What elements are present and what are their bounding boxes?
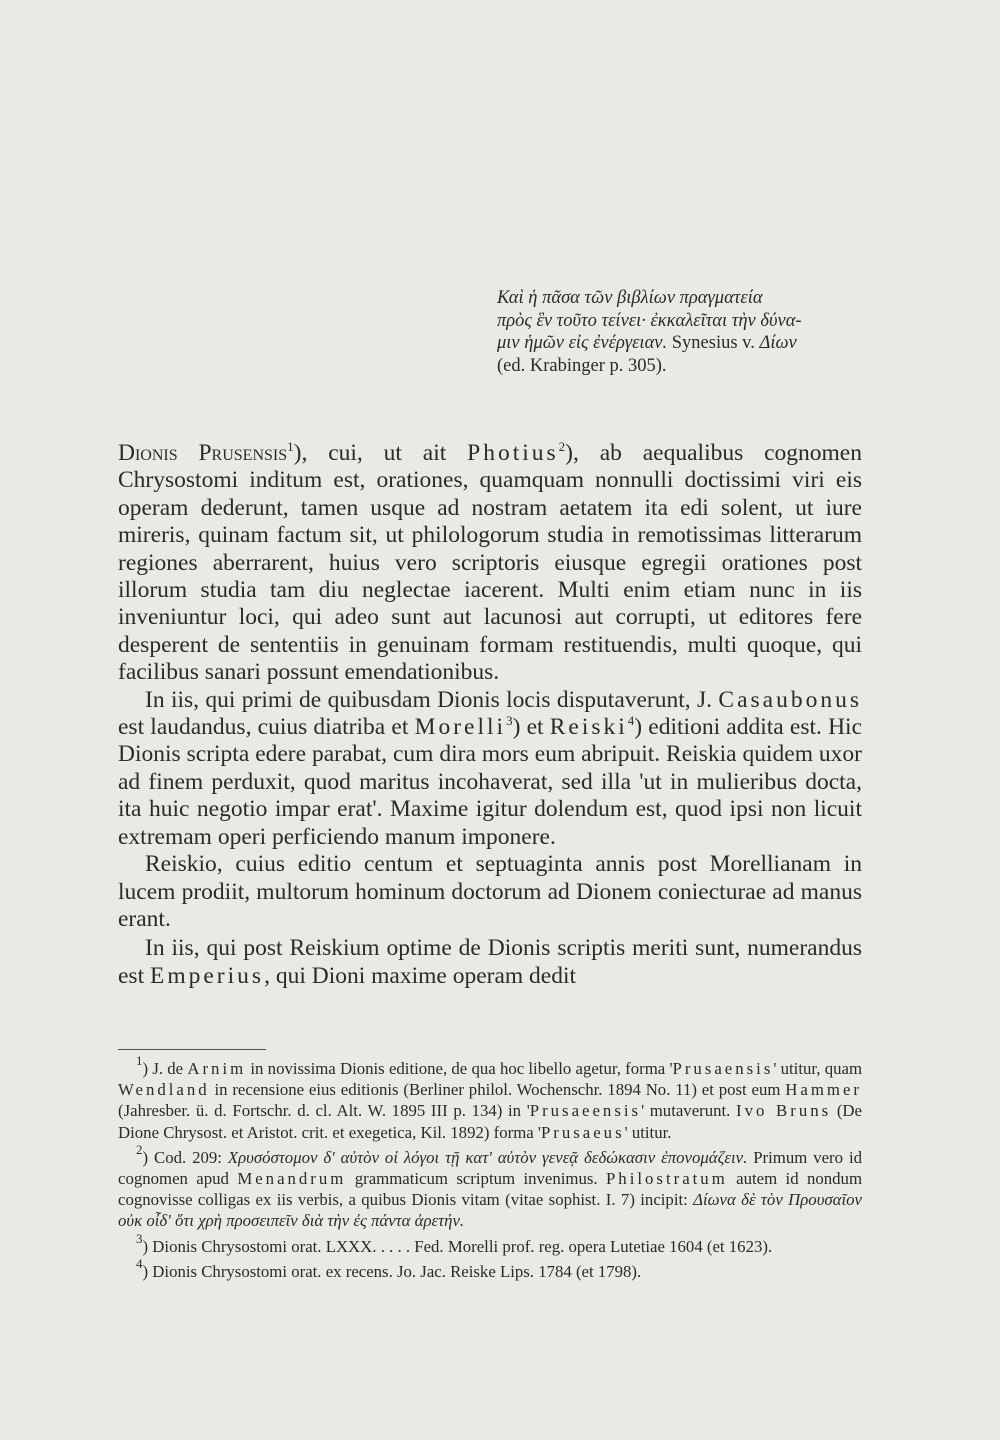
text-run: ) Dionis Chrysostomi orat. ex recens. Jo. Jac. Reiske Lips. 1784 (et 1798). <box>142 1261 642 1281</box>
text-run: ) Cod. 209: <box>142 1147 228 1167</box>
text-run: autem id nondum cognovisse colligas ex iis verbis, a quibus Dionis vitam (vitae sophist. I. 7) incipit: <box>118 1169 862 1210</box>
spaced-name: Prusaeensis <box>529 1101 642 1121</box>
spaced-name: Menandrum <box>237 1169 347 1189</box>
greek-quote: Χρυσόστομον δ' αὐτὸν οἱ λόγοι τῇ κατ' αὐτὸν γενεᾷ δεδώκασιν ἐπονομάζειν. <box>227 1147 748 1167</box>
spaced-name: Ivo Bruns <box>736 1101 832 1121</box>
epigraph-greek-line: Καὶ ἡ πᾶσα τῶν βιβλίων πραγματεία <box>497 288 763 308</box>
epigraph-greek-line: μιν ἡμῶν εἰς ἐνέργειαν. <box>497 333 668 353</box>
text-run: In iis, qui post Reiskium optime de Dionis scriptis meriti sunt, numerandus est <box>118 935 862 989</box>
epigraph-edition: (ed. Krabinger p. 305). <box>497 355 667 376</box>
text-run: grammaticum scriptum invenimus. <box>346 1169 606 1189</box>
text-run: ) Dionis Chrysostomi orat. LXXX. . . . . Fed. Morelli prof. reg. opera Lutetiae 1604 (et 1623). <box>142 1236 773 1256</box>
spaced-name: Wendland <box>118 1080 210 1100</box>
footnote-number: 4 <box>136 1255 143 1271</box>
text-run: ) et <box>512 714 550 741</box>
footnote <box>118 1255 862 1282</box>
footnote-rule <box>118 1049 266 1050</box>
paragraph <box>118 440 862 687</box>
author-name: Dionis Prusensis <box>118 440 288 466</box>
footnote-number: 1 <box>136 1053 143 1068</box>
text-run: ), cui, ut ait <box>293 440 468 466</box>
text-run: ' mutaverunt. <box>641 1101 737 1121</box>
greek-quote: Δίωνα δὲ τὸν Προυσαῖον οὐκ οἶδ' ὅτι χρὴ προσειπεῖν διὰ τὴν ἐς πάντα ἀρετήν. <box>118 1190 862 1231</box>
footnotes <box>118 1053 862 1286</box>
spaced-name: Photius <box>467 440 559 466</box>
footnote-marker: 1 <box>287 439 294 454</box>
footnote-number: 2 <box>136 1141 143 1157</box>
paragraph <box>118 687 862 851</box>
text-run: in recensione eius editionis (Berliner philol. Wochenschr. 1894 No. 11) et post eum <box>209 1080 786 1100</box>
paragraph: Reiskio, cuius editio centum et septuaginta annis post Morellianam in lucem prodiit, multorum hominum doctorum ad Dionem coniecturae ad manus erant. <box>118 851 862 932</box>
main-text <box>118 440 862 990</box>
text-run: ' utitur, quam <box>773 1059 862 1078</box>
epigraph-source: Synesius v. <box>671 333 755 353</box>
text-run: (De Dione Chrysost. et Aristot. crit. et exegetica, Kil. 1892) forma ' <box>118 1101 862 1142</box>
footnote <box>118 1230 862 1257</box>
footnote-marker: 2 <box>558 439 566 454</box>
spaced-name: Arnim <box>187 1059 247 1078</box>
footnote <box>118 1053 862 1143</box>
spaced-name: Reiski <box>549 714 628 741</box>
footnote-marker: 4 <box>627 713 635 729</box>
footnote-marker: 3 <box>506 713 513 729</box>
epigraph-source-greek: Δίων <box>759 333 797 353</box>
text-run: ' utitur. <box>624 1122 672 1142</box>
spaced-name: Prusaeus <box>540 1122 625 1142</box>
spaced-name: Prusaensis <box>672 1059 774 1078</box>
text-run: ) J. de <box>142 1059 188 1078</box>
epigraph-greek-line: πρὸς ἓν τοῦτο τείνει· ἐκκαλεῖται τὴν δύνα- <box>497 310 802 331</box>
spaced-name: Morelli <box>414 714 507 741</box>
spaced-name: Philostratum <box>605 1169 728 1189</box>
text-run: (Jahresber. ü. d. Fortschr. d. cl. Alt. W. 1895 III p. 134) in ' <box>118 1101 530 1121</box>
spaced-name: Hammer <box>785 1080 862 1100</box>
text-run: ), ab aequalibus cognomen Chrysostomi inditum est, orationes, quamquam nonnulli doctissimi viri eis operam dederunt, tamen usque ad nostram aetatem ita edi solent, ut iure mireris, quinam factum sit, ut philologorum studia in remotissimas litterarum regiones aberrarent, huius vero scriptoris eiusque egregii orationes post illorum studia tam diu neglectae iacerent. Multi enim etiam nunc in iis inveniuntur loci, qui adeo sunt aut lacunosi aut corrupti, ut editores fere desperent de sententiis in genuinam formam restituendis, multi quoque, qui facilibus sanari possunt emendationibus. <box>118 440 862 686</box>
epigraph <box>497 287 862 377</box>
spaced-name: Emperius <box>149 962 265 989</box>
text-run: ) editioni addita est. Hic Dionis scripta edere parabat, cum dira mors eum abripuit. Reiskia quidem uxor ad finem perduxit, quod maritus incohaverat, sed illa 'ut in mulieribus docta, ita huic negotio impar erat'. Maxime igitur dolendum est, quod ipsi non licuit extremam operi perficiendo manum imponere. <box>118 714 863 850</box>
text-run: , qui Dioni maxime operam dedit <box>264 962 577 989</box>
text-run: In iis, qui primi de quibusdam Dionis locis disputaverunt, J. <box>145 686 719 713</box>
text-run: Primum vero id cognomen apud <box>118 1147 862 1189</box>
text-run: est laudandus, cuius diatriba et <box>118 714 415 741</box>
text-run: in novissima Dionis editione, de qua hoc libello agetur, forma ' <box>246 1059 673 1078</box>
paragraph <box>118 935 862 990</box>
footnote-number: 3 <box>136 1230 143 1246</box>
footnote <box>118 1141 862 1232</box>
spaced-name: Casaubonus <box>718 686 862 713</box>
